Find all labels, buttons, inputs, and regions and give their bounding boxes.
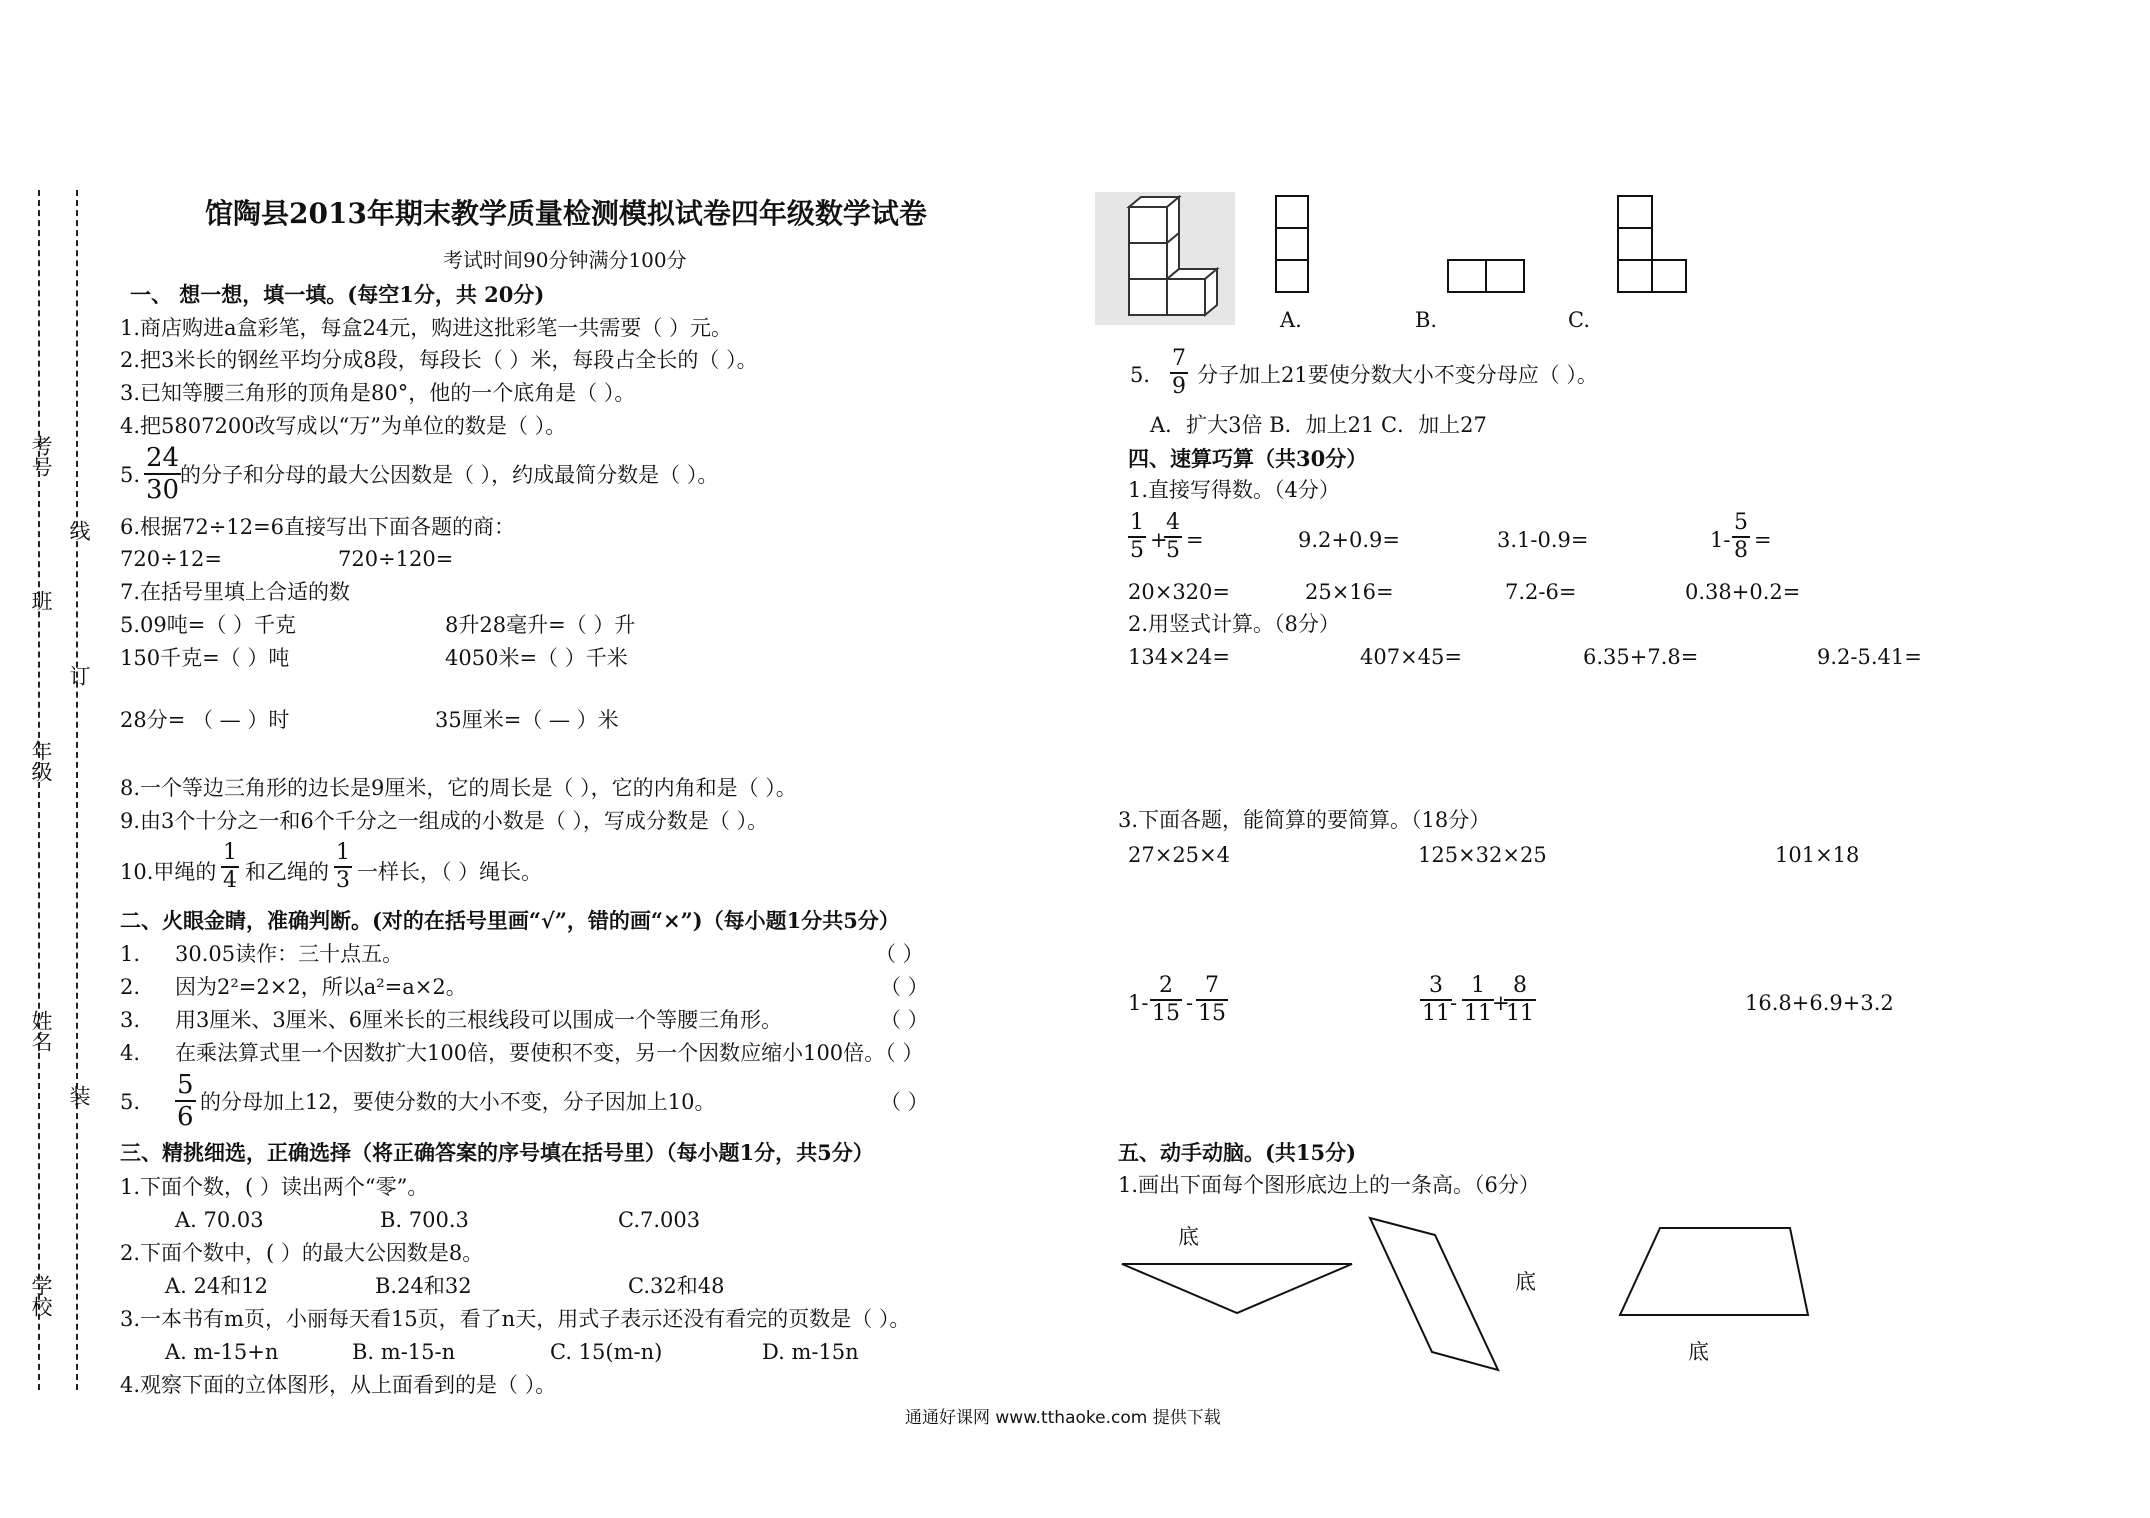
- fraction-numerator: 3: [1429, 973, 1443, 998]
- fraction-denominator: 15: [1198, 1001, 1226, 1026]
- binding-label-zhuang: 装: [67, 1085, 91, 1106]
- s3-question-3: 3.一本书有m页，小丽每天看15页，看了n天，用式子表示还没有看完的页数是（ ）。: [120, 1307, 911, 1331]
- fraction-numerator: 7: [1172, 346, 1186, 371]
- s3-q5-fraction: [1170, 348, 1188, 398]
- s2-item-5-num: 5.: [120, 1090, 141, 1114]
- s3-q4-option-b: B.: [1415, 308, 1438, 332]
- s3-q3-option-c: C. 15(m-n): [550, 1340, 663, 1364]
- s2-item-3-num: 3.: [120, 1008, 141, 1032]
- s2-item-2-paren: （ ）: [880, 975, 929, 999]
- fraction-denominator: 15: [1152, 1001, 1180, 1026]
- s3-question-5-prefix: 5．: [1130, 363, 1165, 387]
- s1-question-2: 2.把3米长的钢丝平均分成8段，每段长（ ）米，每段占全长的（ ）。: [120, 348, 758, 372]
- s4-r2-expr-a: 20×320=: [1128, 580, 1230, 604]
- s4-r5c-expr: 16.8+6.9+3.2: [1745, 991, 1894, 1015]
- view-option-a-square-1: [1275, 195, 1309, 229]
- binding-label-xuexiao: 学校: [29, 1275, 53, 1317]
- s3-question-4: 4.观察下面的立体图形，从上面看到的是（ ）。: [120, 1373, 557, 1397]
- binding-dashed-line-right: [76, 190, 78, 1390]
- s3-q1-option-c: C.7.003: [618, 1208, 701, 1232]
- s1-question-5-prefix: 5.: [120, 463, 141, 487]
- s4-r2-expr-b: 25×16=: [1305, 580, 1394, 604]
- view-option-c-square-2: [1617, 227, 1653, 261]
- s4-r1-expr-b: 9.2+0.9=: [1298, 528, 1400, 552]
- s4-r3-expr-c: 6.35+7.8=: [1583, 645, 1699, 669]
- section-1-heading: 一、 想一想，填一填。(每空1分，共 20分): [130, 282, 545, 307]
- s3-q3-option-b: B. m-15-n: [352, 1340, 456, 1364]
- s2-item-4-num: 4.: [120, 1041, 141, 1065]
- fraction-numerator: 5: [1734, 510, 1748, 535]
- fraction-denominator: 9: [1172, 374, 1186, 399]
- s1-question-3: 3.已知等腰三角形的顶角是80°，他的一个底角是（ ）。: [120, 381, 636, 405]
- exam-subtitle: 考试时间90分钟满分100分: [443, 248, 687, 272]
- geometry-figures: [1100, 1200, 1840, 1390]
- s2-item-5-text: 的分母加上12，要使分数的大小不变，分子因加上10。: [200, 1090, 716, 1114]
- s1-question-7f: 35厘米=（ — ）米: [435, 708, 619, 732]
- s2-item-3-paren: （ ）: [880, 1008, 929, 1032]
- fraction-numerator: 4: [1166, 510, 1180, 535]
- fraction-denominator: 3: [336, 868, 350, 893]
- s4-part-2: 2.用竖式计算。（8分）: [1128, 612, 1340, 636]
- s2-q5-fraction: [175, 1072, 196, 1130]
- section-3-heading: 三、精挑细选，正确选择（将正确答案的序号填在括号里）（每小题1分，共5分）: [120, 1140, 874, 1165]
- s4-r1-fraction-2: [1164, 512, 1182, 562]
- binding-label-xingming: 姓名: [29, 1010, 53, 1052]
- binding-label-kaohao: 考号: [29, 435, 53, 477]
- s3-question-2: 2.下面个数中，( ）的最大公因数是8。: [120, 1241, 484, 1265]
- fraction-numerator: 2: [1159, 973, 1173, 998]
- fraction-numerator: 8: [1513, 973, 1527, 998]
- trapezoid-shape: [1620, 1228, 1808, 1315]
- s4-part-1: 1.直接写得数。（4分）: [1128, 478, 1340, 502]
- triangle-base-label: 底: [1178, 1225, 1199, 1249]
- s2-item-1-paren: （ ）: [875, 942, 924, 966]
- s2-item-4-text: 在乘法算式里一个因数扩大100倍，要使积不变，另一个因数应缩小100倍。（ ）: [175, 1041, 924, 1065]
- parallelogram-base-label: 底: [1515, 1270, 1536, 1294]
- s4-r1-plus: +: [1150, 528, 1168, 552]
- s4-r5b-fraction-2: [1462, 975, 1494, 1025]
- binding-label-xian: 线: [67, 520, 91, 541]
- fraction-denominator: 5: [1130, 538, 1144, 563]
- s1-question-6b: 720÷120=: [338, 547, 454, 571]
- s3-q3-option-a: A. m-15+n: [165, 1340, 279, 1364]
- fraction-numerator: 1: [1471, 973, 1485, 998]
- s1-question-7b: 8升28毫升=（ ）升: [445, 613, 636, 637]
- fraction-numerator: 1: [1130, 510, 1144, 535]
- s3-question-1: 1.下面个数，( ）读出两个“零”。: [120, 1175, 429, 1199]
- s4-r3-expr-d: 9.2-5.41=: [1817, 645, 1922, 669]
- section-5-heading: 五、动手动脑。(共15分): [1118, 1140, 1357, 1165]
- view-option-c-square-3: [1617, 259, 1653, 293]
- section-2-heading: 二、火眼金睛，准确判断。(对的在括号里画“√”，错的画“×”)（每小题1分共5分）: [120, 908, 900, 933]
- page-footer: 通通好课网 www.tthaoke.com 提供下载: [905, 1408, 1221, 1428]
- fraction-denominator: 5: [1166, 538, 1180, 563]
- solid-figure-cubes: [1095, 192, 1235, 325]
- s3-q4-option-a: A.: [1280, 308, 1302, 332]
- s4-r5b-fraction-3: [1504, 975, 1536, 1025]
- s4-r1-equals: =: [1186, 528, 1204, 552]
- s4-r5b-fraction-1: [1420, 975, 1452, 1025]
- binding-label-ban: 班: [29, 590, 53, 611]
- s4-r3-expr-a: 134×24=: [1128, 645, 1230, 669]
- s2-item-1-num: 1.: [120, 942, 141, 966]
- s2-item-3-text: 用3厘米、3厘米、6厘米长的三根线段可以围成一个等腰三角形。: [175, 1008, 783, 1032]
- s4-r5b-plus: +: [1492, 991, 1510, 1015]
- s4-r2-expr-c: 7.2-6=: [1505, 580, 1577, 604]
- s4-r5a-prefix: 1-: [1128, 991, 1149, 1015]
- fraction-denominator: 11: [1422, 1001, 1450, 1026]
- fraction-numerator: 5: [177, 1070, 194, 1100]
- s3-q2-option-c: C.32和48: [628, 1274, 725, 1298]
- s4-r1-expr-c: 3.1-0.9=: [1497, 528, 1589, 552]
- s1-q10-fraction-2: [334, 842, 352, 892]
- solid-figure-image: [1095, 192, 1235, 325]
- fraction-numerator: 7: [1205, 973, 1219, 998]
- s1-question-7d: 4050米=（ ）千米: [445, 646, 628, 670]
- fraction-numerator: 1: [336, 840, 350, 865]
- fraction-denominator: 8: [1734, 538, 1748, 563]
- s3-q1-option-a: A. 70.03: [175, 1208, 264, 1232]
- s2-item-2-text: 因为2²=2×2，所以a²=a×2。: [175, 975, 467, 999]
- view-option-a-square-3: [1275, 259, 1309, 293]
- s4-r5b-minus: -: [1450, 991, 1458, 1015]
- s1-question-7: 7.在括号里填上合适的数: [120, 580, 351, 604]
- fraction-denominator: 6: [177, 1102, 194, 1132]
- page-title: 馆陶县2013年期末教学质量检测模拟试卷四年级数学试卷: [205, 197, 927, 230]
- s3-q5-options: A．扩大3倍 B．加上21 C．加上27: [1150, 413, 1487, 437]
- s1-q10-fraction-1: [221, 842, 239, 892]
- s2-item-2-num: 2.: [120, 975, 141, 999]
- view-option-c-square-4: [1651, 259, 1687, 293]
- s1-question-7c: 150千克=（ ）吨: [120, 646, 290, 670]
- s4-r4-expr-a: 27×25×4: [1128, 843, 1230, 867]
- s1-question-10-c: 一样长，（ ）绳长。: [357, 860, 543, 884]
- binding-dashed-line-left: [38, 190, 40, 1390]
- fraction-denominator: 11: [1464, 1001, 1492, 1026]
- fraction-denominator: 11: [1506, 1001, 1534, 1026]
- s5-part-1: 1.画出下面每个图形底边上的一条高。（6分）: [1118, 1173, 1540, 1197]
- s3-q2-option-a: A. 24和12: [165, 1274, 268, 1298]
- s1-question-10-b: 和乙绳的: [245, 860, 329, 884]
- s1-question-1: 1.商店购进a盒彩笔，每盒24元，购进这批彩笔一共需要（ ）元。: [120, 316, 732, 340]
- s2-item-1-text: 30.05读作：三十点五。: [175, 942, 404, 966]
- binding-label-nianji: 年级: [29, 740, 53, 782]
- s1-question-4: 4.把5807200改写成以“万”为单位的数是（ ）。: [120, 414, 567, 438]
- fraction-numerator: 24: [146, 443, 180, 473]
- view-option-b-square-1: [1447, 259, 1487, 293]
- s1-question-7e: 28分= （ — ）时: [120, 708, 290, 732]
- s4-r4-expr-c: 101×18: [1775, 843, 1860, 867]
- s4-r1-fraction-3: [1732, 512, 1750, 562]
- parallelogram-shape: [1370, 1218, 1498, 1370]
- s3-q3-option-d: D. m-15n: [762, 1340, 859, 1364]
- s4-r5a-minus: -: [1186, 991, 1194, 1015]
- s1-question-8: 8.一个等边三角形的边长是9厘米，它的周长是（ ），它的内角和是（ ）。: [120, 776, 797, 800]
- s4-r1-expr-d-prefix: 1-: [1710, 528, 1731, 552]
- s1-question-9: 9.由3个十分之一和6个千分之一组成的小数是（ ），写成分数是（ ）。: [120, 809, 769, 833]
- view-option-a-square-2: [1275, 227, 1309, 261]
- view-option-c-square-1: [1617, 195, 1653, 229]
- trapezoid-base-label: 底: [1688, 1340, 1709, 1364]
- s1-question-7a: 5.09吨=（ ）千克: [120, 613, 297, 637]
- section-4-heading: 四、速算巧算（共30分）: [1128, 446, 1368, 471]
- s1-q5-fraction: [144, 445, 181, 503]
- s4-r4-expr-b: 125×32×25: [1418, 843, 1547, 867]
- fraction-denominator: 4: [223, 868, 237, 893]
- s4-r5a-fraction-1: [1150, 975, 1182, 1025]
- s1-question-5-text: 的分子和分母的最大公因数是（ ），约成最简分数是（ ）。: [180, 463, 719, 487]
- view-option-b-square-2: [1485, 259, 1525, 293]
- triangle-shape: [1122, 1264, 1352, 1313]
- s2-item-5-paren: （ ）: [880, 1090, 929, 1114]
- s3-q1-option-b: B. 700.3: [380, 1208, 469, 1232]
- s4-r1-expr-d-equals: =: [1754, 528, 1772, 552]
- s3-question-5-text: 分子加上21要使分数大小不变分母应（ ）。: [1197, 363, 1598, 387]
- s4-part-3: 3.下面各题，能简算的要简算。（18分）: [1118, 808, 1491, 832]
- s1-question-6: 6.根据72÷12=6直接写出下面各题的商：: [120, 515, 516, 539]
- s4-r3-expr-b: 407×45=: [1360, 645, 1462, 669]
- fraction-denominator: 30: [146, 475, 180, 505]
- fraction-numerator: 1: [223, 840, 237, 865]
- binding-label-ding: 订: [67, 665, 91, 686]
- s3-q2-option-b: B.24和32: [375, 1274, 472, 1298]
- s1-question-10-a: 10.甲绳的: [120, 860, 217, 884]
- s4-r1-fraction-1: [1128, 512, 1146, 562]
- s1-question-6a: 720÷12=: [120, 547, 222, 571]
- s4-r2-expr-d: 0.38+0.2=: [1685, 580, 1801, 604]
- s4-r5a-fraction-2: [1196, 975, 1228, 1025]
- s3-q4-option-c: C.: [1568, 308, 1590, 332]
